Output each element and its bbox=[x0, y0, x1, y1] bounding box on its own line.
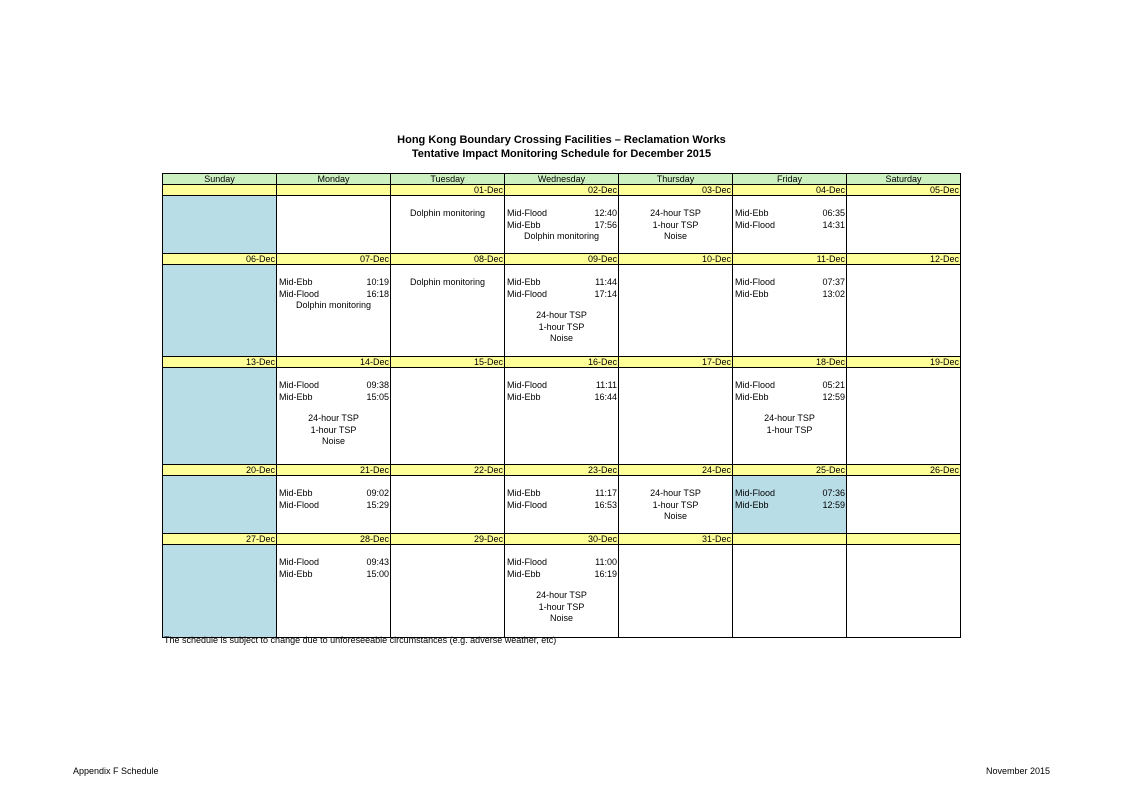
day-cell bbox=[733, 196, 847, 254]
date-cell: 11-Dec bbox=[733, 254, 847, 265]
monitoring-item: Noise bbox=[321, 436, 345, 446]
tide-label: Mid-Ebb bbox=[507, 568, 541, 579]
week-row bbox=[163, 196, 961, 254]
date-cell: 28-Dec bbox=[277, 534, 391, 545]
tide-entry bbox=[277, 380, 390, 392]
day-cell bbox=[733, 476, 847, 534]
week-row bbox=[163, 265, 961, 357]
date-cell bbox=[733, 534, 847, 545]
monitoring-item: 1-hour TSP bbox=[766, 424, 813, 435]
tide-entry bbox=[733, 500, 846, 512]
weekday-monday: Monday bbox=[277, 174, 391, 185]
date-cell: 17-Dec bbox=[619, 357, 733, 368]
day-cell bbox=[163, 265, 277, 357]
date-cell: 16-Dec bbox=[505, 357, 619, 368]
tide-entry bbox=[505, 220, 618, 232]
monitoring-item: 1-hour TSP bbox=[538, 601, 585, 612]
schedule-titles bbox=[0, 133, 1123, 161]
tide-time: 05:21 bbox=[822, 380, 845, 390]
tide-time: 16:18 bbox=[366, 288, 389, 299]
date-cell: 03-Dec bbox=[619, 185, 733, 196]
day-cell bbox=[619, 476, 733, 534]
date-cell: 23-Dec bbox=[505, 465, 619, 476]
tide-label: Mid-Ebb bbox=[279, 391, 313, 402]
monitoring-item: Dolphin monitoring bbox=[409, 208, 486, 218]
tide-entry bbox=[733, 392, 846, 404]
day-cell bbox=[847, 476, 961, 534]
calendar-body bbox=[163, 174, 961, 638]
day-cell bbox=[505, 265, 619, 357]
tide-time: 10:19 bbox=[366, 277, 389, 287]
tide-time: 16:53 bbox=[594, 499, 617, 510]
tide-time: 16:44 bbox=[594, 391, 617, 402]
day-cell bbox=[277, 265, 391, 357]
tide-label: Mid-Ebb bbox=[735, 208, 769, 218]
day-cell bbox=[391, 476, 505, 534]
tide-time: 14:31 bbox=[822, 219, 845, 230]
date-cell: 20-Dec bbox=[163, 465, 277, 476]
day-cell bbox=[733, 265, 847, 357]
day-cell bbox=[163, 196, 277, 254]
day-cell bbox=[163, 476, 277, 534]
day-cell bbox=[277, 476, 391, 534]
footer-left: Appendix F Schedule bbox=[73, 766, 159, 776]
day-cell bbox=[163, 368, 277, 465]
date-row bbox=[163, 465, 961, 476]
tide-time: 15:00 bbox=[366, 568, 389, 579]
day-cell bbox=[391, 196, 505, 254]
tide-label: Mid-Flood bbox=[279, 499, 320, 510]
date-cell: 14-Dec bbox=[277, 357, 391, 368]
monitoring-item: 24-hour TSP bbox=[536, 310, 587, 320]
tide-entry bbox=[733, 488, 846, 500]
date-row bbox=[163, 254, 961, 265]
monitoring-item: Dolphin monitoring bbox=[409, 277, 486, 287]
day-cell bbox=[505, 368, 619, 465]
monitoring-item: Noise bbox=[663, 231, 687, 241]
day-cell bbox=[391, 368, 505, 465]
tide-time: 15:05 bbox=[366, 391, 389, 402]
monitoring-item: 24-hour TSP bbox=[308, 413, 359, 423]
tide-entry bbox=[505, 557, 618, 569]
date-cell: 22-Dec bbox=[391, 465, 505, 476]
tide-entry bbox=[277, 488, 390, 500]
tide-entry bbox=[733, 277, 846, 289]
date-cell: 09-Dec bbox=[505, 254, 619, 265]
week-row bbox=[163, 368, 961, 465]
tide-time: 11:17 bbox=[595, 488, 617, 498]
tide-label: Mid-Ebb bbox=[735, 391, 769, 402]
date-cell: 27-Dec bbox=[163, 534, 277, 545]
date-cell: 15-Dec bbox=[391, 357, 505, 368]
day-cell bbox=[619, 545, 733, 638]
tide-time: 07:36 bbox=[822, 488, 845, 498]
monitoring-item: 1-hour TSP bbox=[652, 499, 699, 510]
date-cell: 08-Dec bbox=[391, 254, 505, 265]
day-cell bbox=[733, 368, 847, 465]
tide-time: 17:56 bbox=[594, 219, 617, 230]
date-cell: 31-Dec bbox=[619, 534, 733, 545]
day-cell bbox=[619, 196, 733, 254]
day-cell bbox=[847, 265, 961, 357]
schedule-note: The schedule is subject to change due to unforeseeable circumstances (e.g. adverse weather, etc) bbox=[164, 635, 557, 645]
day-cell bbox=[505, 545, 619, 638]
tide-time: 11:44 bbox=[595, 277, 617, 287]
tide-label: Mid-Ebb bbox=[279, 568, 313, 579]
tide-entry bbox=[277, 557, 390, 569]
date-cell: 01-Dec bbox=[391, 185, 505, 196]
tide-time: 06:35 bbox=[822, 208, 845, 218]
tide-entry bbox=[505, 289, 618, 301]
monitoring-item: 1-hour TSP bbox=[538, 321, 585, 332]
tide-entry bbox=[505, 488, 618, 500]
tide-label: Mid-Ebb bbox=[507, 219, 541, 230]
day-cell bbox=[619, 265, 733, 357]
date-cell: 13-Dec bbox=[163, 357, 277, 368]
tide-time: 17:14 bbox=[594, 288, 617, 299]
day-cell bbox=[277, 545, 391, 638]
day-cell bbox=[847, 545, 961, 638]
tide-entry bbox=[277, 289, 390, 301]
date-cell: 10-Dec bbox=[619, 254, 733, 265]
monitoring-item: 24-hour TSP bbox=[650, 208, 701, 218]
weekday-sunday: Sunday bbox=[163, 174, 277, 185]
monitoring-item: 1-hour TSP bbox=[310, 424, 357, 435]
tide-entry bbox=[505, 392, 618, 404]
tide-entry bbox=[733, 289, 846, 301]
tide-entry bbox=[733, 220, 846, 232]
day-cell bbox=[733, 545, 847, 638]
tide-label: Mid-Flood bbox=[735, 277, 776, 287]
date-cell: 30-Dec bbox=[505, 534, 619, 545]
date-cell: 25-Dec bbox=[733, 465, 847, 476]
monitoring-item: 24-hour TSP bbox=[536, 590, 587, 600]
tide-entry bbox=[277, 277, 390, 289]
weekday-saturday: Saturday bbox=[847, 174, 961, 185]
weekday-friday: Friday bbox=[733, 174, 847, 185]
day-cell bbox=[391, 265, 505, 357]
date-cell bbox=[277, 185, 391, 196]
calendar-table bbox=[162, 173, 961, 638]
page-subtitle: Tentative Impact Monitoring Schedule for December 2015 bbox=[411, 148, 712, 160]
tide-label: Mid-Flood bbox=[507, 499, 548, 510]
tide-time: 16:19 bbox=[594, 568, 617, 579]
tide-label: Mid-Flood bbox=[507, 288, 548, 299]
week-row bbox=[163, 476, 961, 534]
tide-time: 15:29 bbox=[366, 499, 389, 510]
tide-label: Mid-Flood bbox=[279, 557, 320, 567]
day-cell bbox=[391, 545, 505, 638]
tide-time: 11:00 bbox=[595, 557, 617, 567]
monitoring-item: 24-hour TSP bbox=[650, 488, 701, 498]
day-cell bbox=[505, 476, 619, 534]
date-cell: 04-Dec bbox=[733, 185, 847, 196]
date-row bbox=[163, 185, 961, 196]
date-row bbox=[163, 534, 961, 545]
monitoring-item: 24-hour TSP bbox=[764, 413, 815, 423]
tide-time: 12:59 bbox=[822, 499, 845, 510]
weekday-tuesday: Tuesday bbox=[391, 174, 505, 185]
tide-label: Mid-Ebb bbox=[507, 488, 541, 498]
date-cell: 29-Dec bbox=[391, 534, 505, 545]
date-cell: 05-Dec bbox=[847, 185, 961, 196]
day-cell bbox=[505, 196, 619, 254]
day-cell bbox=[277, 196, 391, 254]
monitoring-item: Noise bbox=[549, 333, 573, 343]
monitoring-item: 1-hour TSP bbox=[652, 219, 699, 230]
date-cell: 19-Dec bbox=[847, 357, 961, 368]
tide-label: Mid-Ebb bbox=[279, 277, 313, 287]
tide-time: 12:40 bbox=[594, 208, 617, 218]
tide-entry bbox=[505, 277, 618, 289]
tide-time: 09:02 bbox=[366, 488, 389, 498]
tide-time: 11:11 bbox=[595, 380, 617, 390]
tide-time: 13:02 bbox=[822, 288, 845, 299]
page-title: Hong Kong Boundary Crossing Facilities – Reclamation Works bbox=[397, 134, 726, 146]
tide-time: 09:38 bbox=[366, 380, 389, 390]
tide-label: Mid-Flood bbox=[735, 380, 776, 390]
tide-label: Mid-Flood bbox=[735, 488, 776, 498]
date-cell: 18-Dec bbox=[733, 357, 847, 368]
tide-time: 12:59 bbox=[822, 391, 845, 402]
day-cell bbox=[619, 368, 733, 465]
date-cell: 02-Dec bbox=[505, 185, 619, 196]
tide-entry bbox=[505, 380, 618, 392]
weekday-header-row bbox=[163, 174, 961, 185]
date-cell: 06-Dec bbox=[163, 254, 277, 265]
tide-entry bbox=[733, 380, 846, 392]
tide-time: 09:43 bbox=[366, 557, 389, 567]
day-cell bbox=[163, 545, 277, 638]
weekday-wednesday: Wednesday bbox=[505, 174, 619, 185]
tide-label: Mid-Ebb bbox=[735, 288, 769, 299]
monitoring-item: Noise bbox=[549, 613, 573, 623]
date-cell bbox=[847, 534, 961, 545]
day-cell bbox=[277, 368, 391, 465]
date-cell: 21-Dec bbox=[277, 465, 391, 476]
day-cell bbox=[847, 368, 961, 465]
tide-label: Mid-Flood bbox=[279, 380, 320, 390]
weekday-thursday: Thursday bbox=[619, 174, 733, 185]
date-cell bbox=[163, 185, 277, 196]
footer-right: November 2015 bbox=[985, 766, 1050, 776]
tide-entry bbox=[733, 208, 846, 220]
date-row bbox=[163, 357, 961, 368]
date-cell: 07-Dec bbox=[277, 254, 391, 265]
tide-time: 07:37 bbox=[822, 277, 845, 287]
date-cell: 12-Dec bbox=[847, 254, 961, 265]
monitoring-item: Noise bbox=[663, 511, 687, 521]
tide-label: Mid-Ebb bbox=[279, 488, 313, 498]
tide-label: Mid-Ebb bbox=[507, 277, 541, 287]
tide-label: Mid-Flood bbox=[507, 380, 548, 390]
tide-label: Mid-Ebb bbox=[735, 499, 769, 510]
tide-label: Mid-Flood bbox=[507, 557, 548, 567]
tide-label: Mid-Flood bbox=[735, 219, 776, 230]
tide-entry bbox=[505, 500, 618, 512]
tide-entry bbox=[277, 500, 390, 512]
monitoring-item: Dolphin monitoring bbox=[523, 231, 600, 241]
tide-label: Mid-Ebb bbox=[507, 391, 541, 402]
date-cell: 26-Dec bbox=[847, 465, 961, 476]
tide-entry bbox=[277, 569, 390, 581]
tide-entry bbox=[505, 569, 618, 581]
monitoring-item: Dolphin monitoring bbox=[295, 300, 372, 310]
tide-entry bbox=[505, 208, 618, 220]
day-cell bbox=[847, 196, 961, 254]
tide-entry bbox=[277, 392, 390, 404]
tide-label: Mid-Flood bbox=[507, 208, 548, 218]
tide-label: Mid-Flood bbox=[279, 288, 320, 299]
week-row bbox=[163, 545, 961, 638]
date-cell: 24-Dec bbox=[619, 465, 733, 476]
